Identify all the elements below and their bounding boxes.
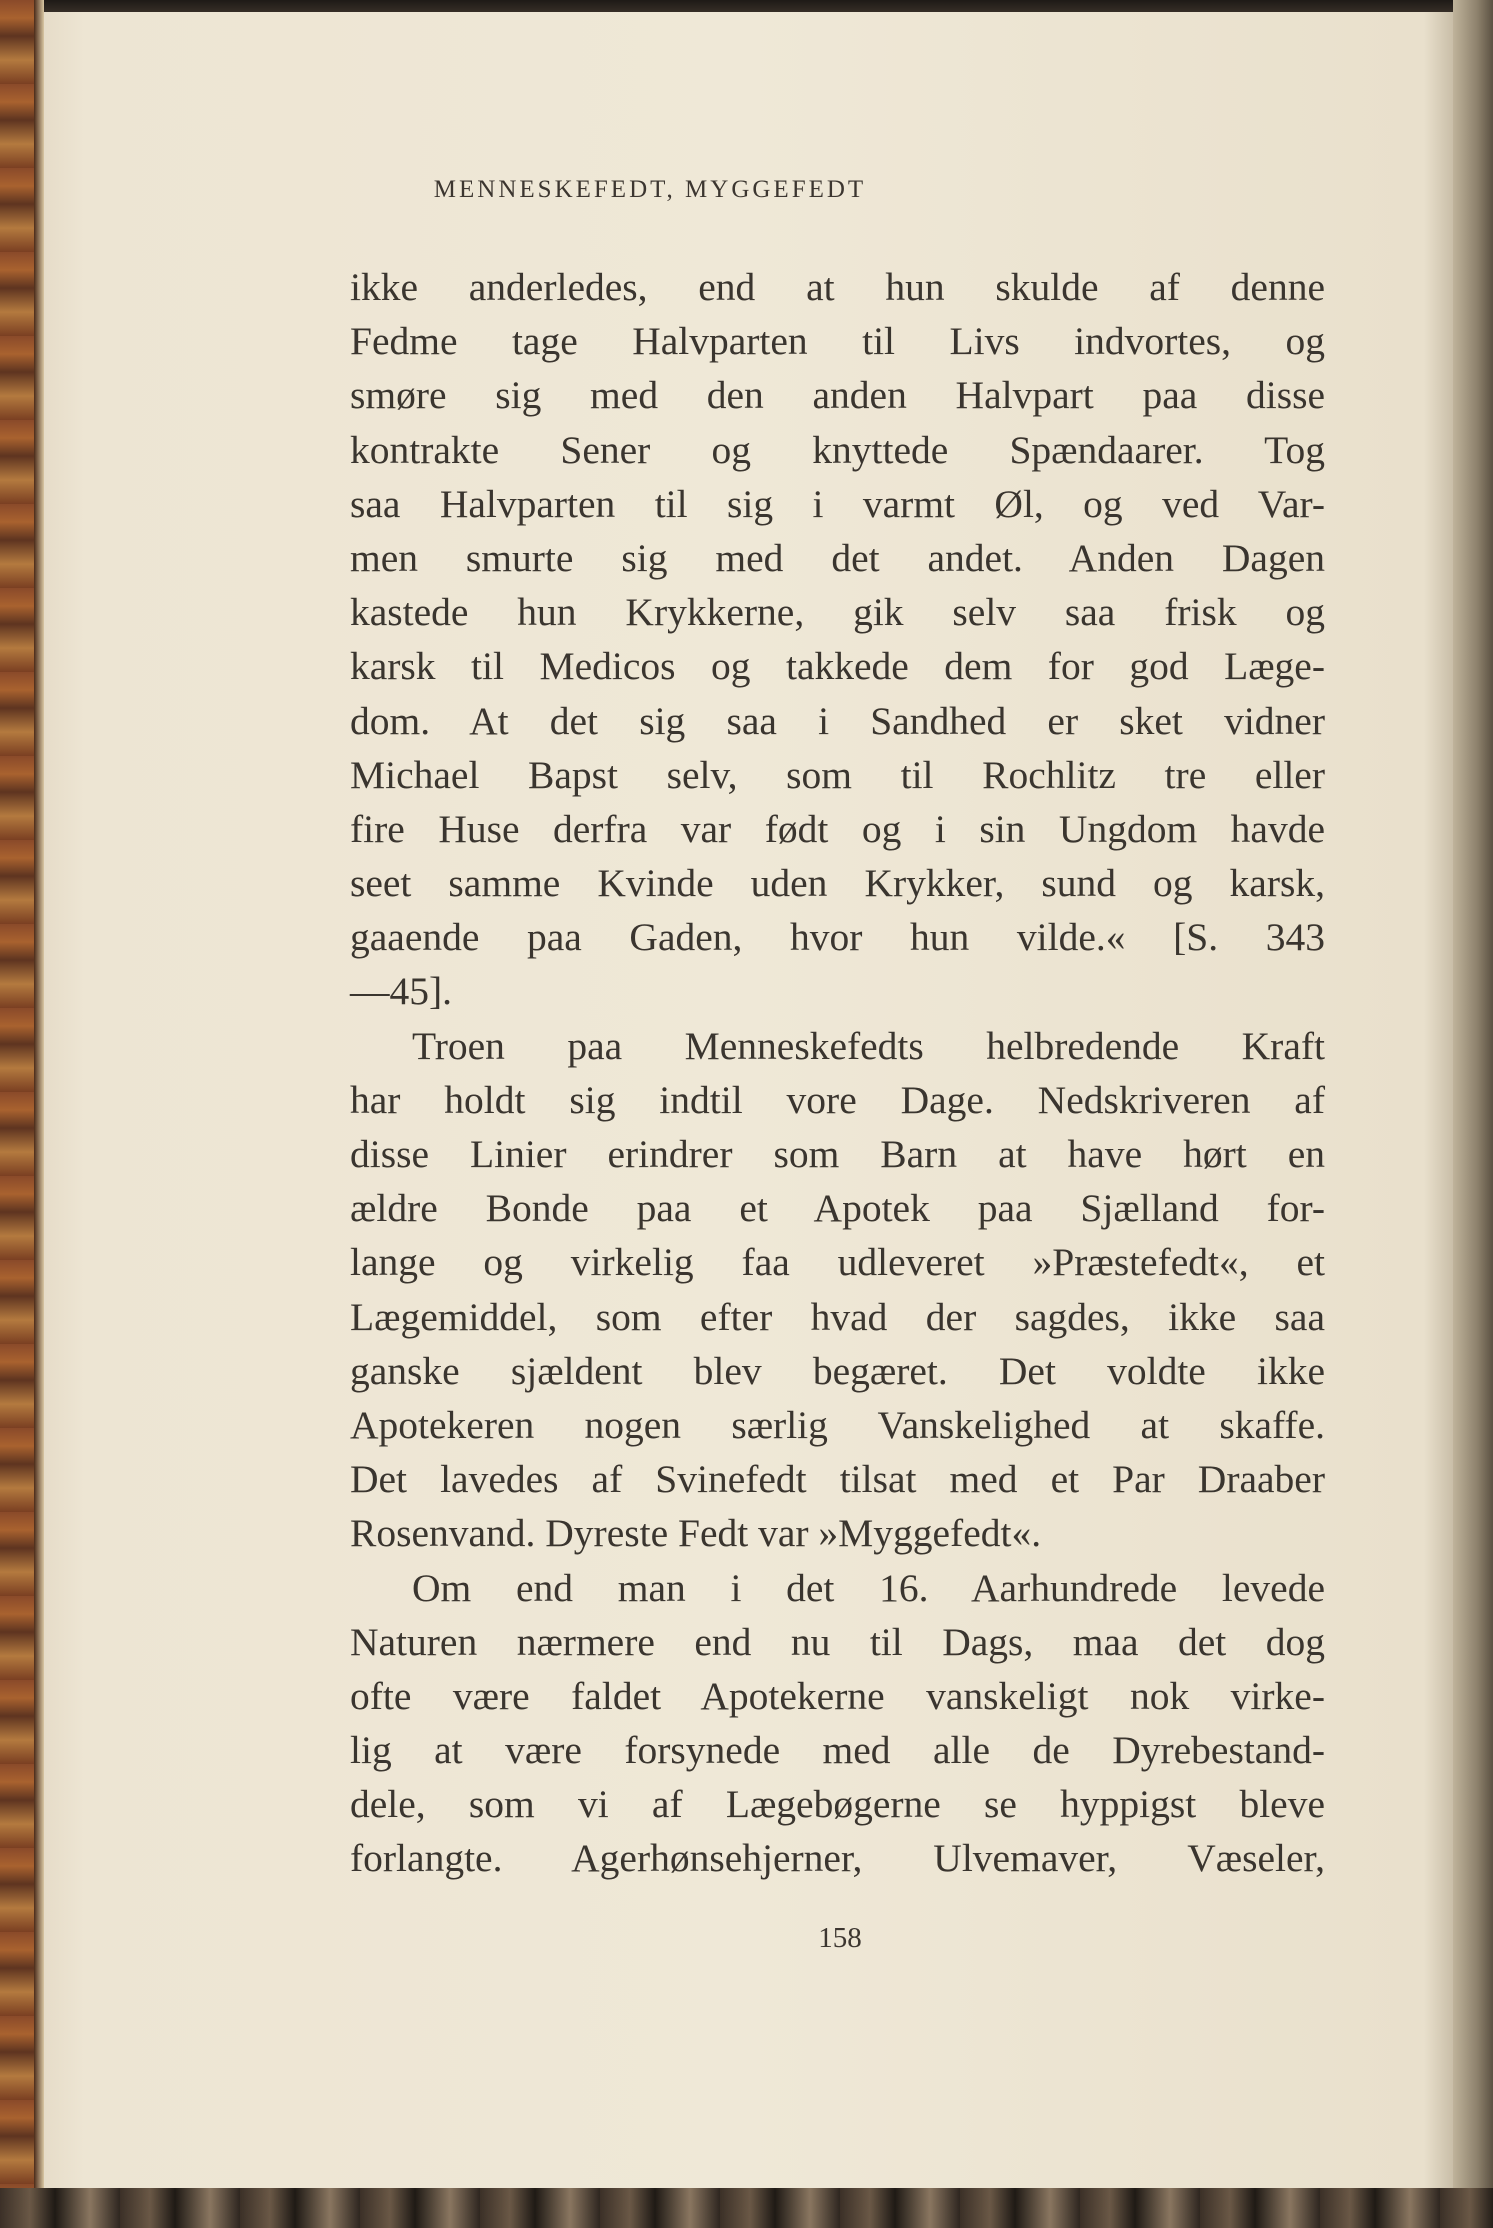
book-spine [0, 0, 44, 2228]
scan-bottom-edge [0, 2188, 1493, 2228]
text-line: ganske sjældent blev begæret. Det voldte ikke [350, 1348, 1325, 1393]
text-line: ofte være faldet Apotekerne vanskeligt nok virke- [350, 1673, 1325, 1718]
text-line: —45]. [350, 969, 453, 1014]
text-line: Michael Bapst selv, som til Rochlitz tre eller [350, 752, 1325, 797]
text-line: forlangte. Agerhønsehjerner, Ulvemaver, Væseler, [350, 1836, 1325, 1881]
text-line: dele, som vi af Lægebøgerne se hyppigst bleve [350, 1782, 1325, 1827]
text-line: kastede hun Krykkerne, gik selv saa frisk og [350, 590, 1325, 635]
text-line: lig at være forsynede med alle de Dyrebestand- [350, 1728, 1325, 1773]
text-line: disse Linier erindrer som Barn at have hørt en [350, 1132, 1325, 1176]
text-line: ældre Bonde paa et Apotek paa Sjælland for- [350, 1186, 1325, 1231]
page-number-text: 158 [818, 1922, 862, 1954]
text-line: fire Huse derfra var født og i sin Ungdom havde [350, 806, 1325, 851]
paragraph-first-line: Om end man i det 16. Aarhundrede levede [412, 1565, 1325, 1610]
text-line: smøre sig med den anden Halvpart paa disse [350, 373, 1325, 418]
text-line: Lægemiddel, som efter hvad der sagdes, ikke saa [350, 1294, 1325, 1339]
text-line: kontrakte Sener og knyttede Spændaarer. Tog [350, 427, 1325, 472]
text-line: dom. At det sig saa i Sandhed er sket vidner [350, 698, 1325, 743]
text-line: ikke anderledes, end at hun skulde af denne [350, 265, 1325, 309]
body-text [350, 260, 1325, 1886]
text-line: lange og virkelig faa udleveret »Præstefedt«, et [350, 1240, 1325, 1285]
paragraph-first-line: Troen paa Menneskefedts helbredende Kraft [412, 1023, 1325, 1068]
text-line: karsk til Medicos og takkede dem for god Læge- [350, 644, 1325, 689]
text-line: Rosenvand. Dyreste Fedt var »Myggefedt«. [350, 1511, 1042, 1556]
text-line: har holdt sig indtil vore Dage. Nedskriveren af [350, 1077, 1325, 1122]
text-line: seet samme Kvinde uden Krykker, sund og karsk, [350, 861, 1325, 906]
page-right-edge [1453, 0, 1493, 2228]
text-line: gaaende paa Gaden, hvor hun vilde.« [S. 343 [350, 915, 1325, 960]
running-head: MENNESKEFEDT, MYGGEFEDT [433, 176, 867, 203]
text-line: Det lavedes af Svinefedt tilsat med et Par Draaber [350, 1457, 1325, 1502]
text-line: Apotekeren nogen særlig Vanskelighed at skaffe. [350, 1402, 1325, 1447]
text-line: saa Halvparten til sig i varmt Øl, og ved Var- [350, 481, 1325, 526]
text-line: men smurte sig med det andet. Anden Dagen [350, 535, 1325, 580]
text-line: Fedme tage Halvparten til Livs indvortes, og [350, 319, 1325, 364]
text-line: Naturen nærmere end nu til Dags, maa det dog [350, 1619, 1325, 1664]
